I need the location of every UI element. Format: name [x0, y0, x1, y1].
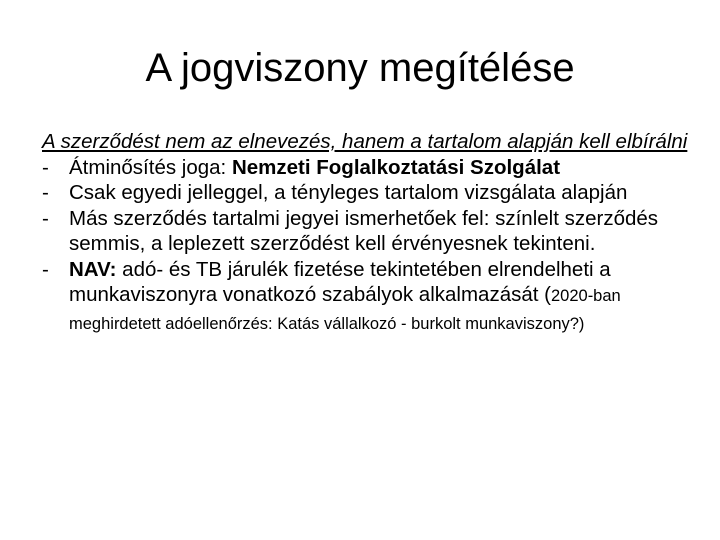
bullet-bold-text: NAV:	[69, 257, 117, 281]
intro-statement: A szerződést nem az elnevezés, hanem a tartalom alapján kell elbírálni	[42, 130, 688, 153]
slide-body	[42, 129, 692, 337]
bullet-dash: -	[42, 206, 49, 230]
bullet-text: Más szerződés tartalmi jegyei ismerhetőek fel: színlelt szerződés semmis, a leplezett szerződést kell érvényesnek tekinteni.	[69, 206, 659, 255]
bullet-individual-basis	[42, 180, 692, 206]
bullet-text: Csak egyedi jelleggel, a tényleges tartalom vizsgálata alapján	[69, 181, 628, 204]
bullet-dash: -	[42, 155, 49, 179]
bullet-text: adó- és TB járulék fizetése tekintetében elrendelheti a munkaviszonyra vonatkozó szabályok alkalmazását (	[69, 257, 611, 306]
bullet-nav	[42, 257, 692, 338]
bullet-small-text: 2020-ban meghirdetett adóellenőrzés: Katás vállalkozó - burkolt munkaviszony?)	[69, 287, 621, 333]
bullet-text: Átminősítés joga:	[69, 155, 232, 179]
bullet-dash: -	[42, 181, 49, 204]
bullet-sham-contract	[42, 206, 692, 257]
bullet-reclassification-right	[42, 155, 692, 181]
slide-title: A jogviszony megítélése	[145, 46, 575, 90]
bullet-bold-text: Nemzeti Foglalkoztatási Szolgálat	[231, 155, 561, 179]
bullet-dash: -	[42, 257, 49, 281]
